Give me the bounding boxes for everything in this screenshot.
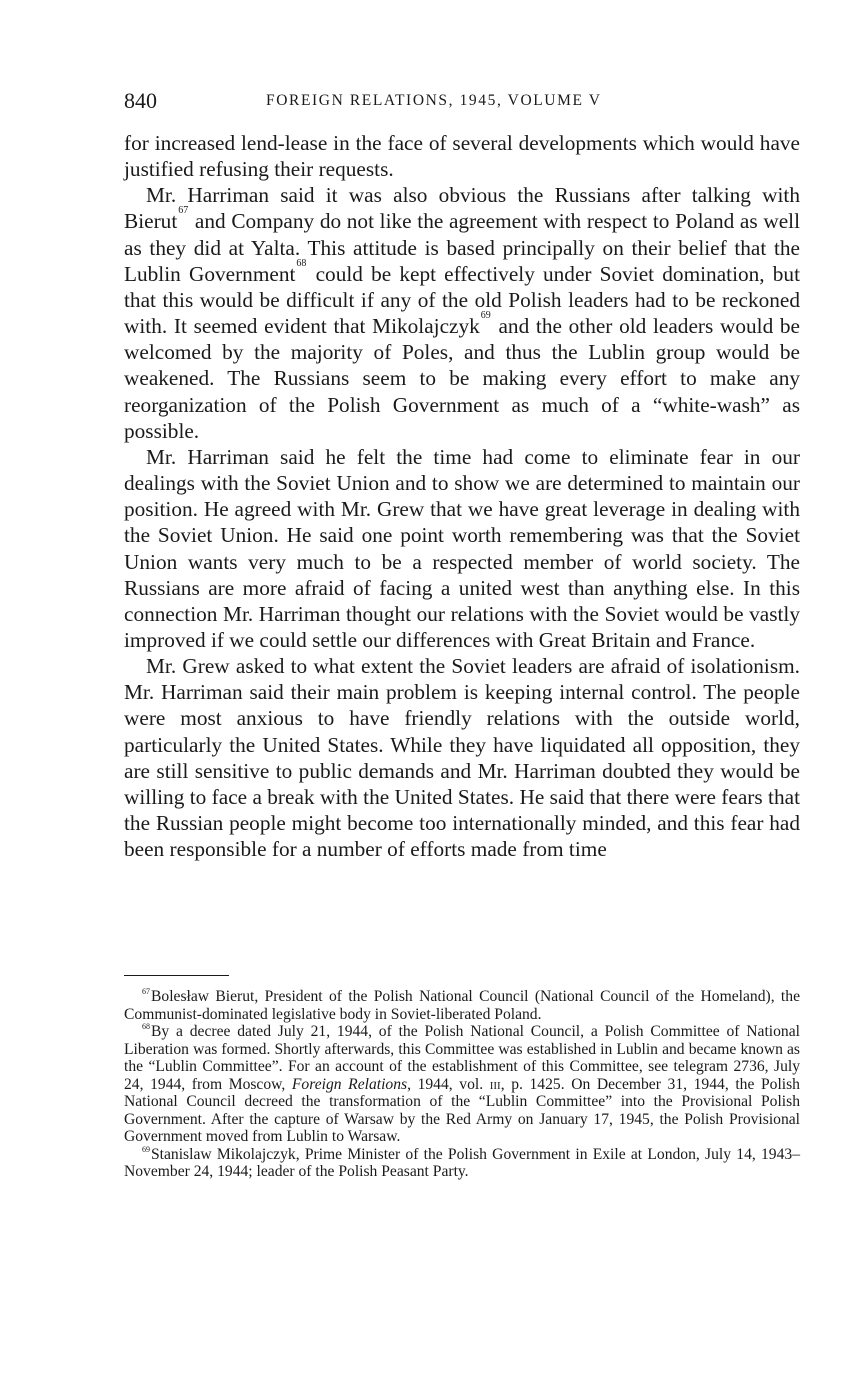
page-number: 840 bbox=[124, 88, 157, 113]
footnote-divider bbox=[124, 975, 229, 976]
page-header bbox=[124, 88, 800, 116]
paragraph-3: Mr. Harriman said he felt the time had come to eliminate fear in our dealings with the Soviet Union and to show we are determined to maintain our position. He agreed with Mr. Grew that we have great leverage in dealing with the Soviet Union. He said one point worth remembering was that the Soviet Union wants very much to be a respected member of world society. The Russians are more afraid of facing a united west than anything else. In this connection Mr. Harriman thought our relations with the Soviet would be vastly improved if we could settle our differences with Great Britain and France. bbox=[124, 444, 800, 652]
footnote-ref-67: 67 bbox=[178, 205, 189, 217]
publication-title: Foreign Relations bbox=[291, 1075, 408, 1093]
paragraph-2-part-d: and the other old leaders would be welcomed by the majority of Poles, and thus the Lublin group would be weakened. The Russians seem to be making every effort to make any reorganization of the Polish Government as much of a “white-wash” as possible. bbox=[124, 314, 801, 443]
footnote-68 bbox=[124, 1023, 800, 1146]
paragraph-2-part-a: Mr. Harriman said it was also obvious the Russians after talking with Bierut bbox=[124, 183, 800, 234]
footnote-ref-68: 68 bbox=[296, 257, 307, 269]
footnote-number: 68 bbox=[142, 1022, 150, 1031]
footnote-text: Bolesław Bierut, President of the Polish National Council (National Council of the Homeland), the Communist-dominated legislative body in Soviet-liberated Poland. bbox=[124, 988, 800, 1023]
paragraph-4: Mr. Grew asked to what extent the Soviet leaders are afraid of isolationism. Mr. Harriman said their main problem is keeping internal control. The people were most anxious to have friendly relations with the outside world, particularly the United States. While they have liquidated all opposition, they are still sensitive to public demands and Mr. Harriman doubted they would be willing to face a break with the United States. He said that there were fears that the Russian people might become too internationally minded, and this fear had been responsible for a number of efforts made from time bbox=[124, 654, 800, 862]
footnote-text: By a decree dated July 21, 1944, of the Polish National Council, a Polish Committee of National Liberation was formed. Shortly afterwards, this Committee was established in Lublin and became known as the “Lublin Committee”. For an account of the establishment of this Committee, see telegram 2736, July 24, 1944, from Moscow, bbox=[124, 1023, 800, 1093]
footnote-text: , p. 1425. On December 31, 1944, the Polish National Council decreed the transformation of the “Lublin Committee” into the Provisional Polish Government. After the capture of Warsaw by the Red Army on January 17, 1945, the Polish Provisional Government moved from Lublin to Warsaw. bbox=[124, 1075, 800, 1145]
paragraph-2-part-c: could be kept effectively under Soviet domination, but that this would be difficult if any of the old Polish leaders had to be reckoned with. It seemed evident that Mikolajczyk bbox=[124, 261, 800, 339]
footnote-69 bbox=[124, 1146, 800, 1181]
footnote-text: , 1944, vol. bbox=[407, 1075, 490, 1093]
footnote-number: 69 bbox=[142, 1144, 150, 1154]
footnote-ref-69: 69 bbox=[480, 310, 491, 322]
paragraph-2 bbox=[124, 182, 800, 444]
footnote-text: Stanislaw Mikolajczyk, Prime Minister of the Polish Government in Exile at London, July 14, 1943–November 24, 1944; leader of the Polish Peasant Party. bbox=[124, 1145, 800, 1180]
footnote-number: 67 bbox=[142, 987, 150, 996]
volume-number: iii bbox=[489, 1075, 501, 1093]
paragraph-1: for increased lend-lease in the face of several developments which would have justified refusing their requests. bbox=[124, 131, 800, 182]
body-text bbox=[124, 130, 800, 862]
paragraph-2-part-b: and Company do not like the agreement with respect to Poland as well as they did at Yalta. This attitude is based principally on their belief that the Lublin Government bbox=[124, 209, 800, 286]
footnote-67 bbox=[124, 988, 800, 1023]
running-head: FOREIGN RELATIONS, 1945, VOLUME V bbox=[266, 92, 602, 109]
footnotes bbox=[124, 988, 800, 1181]
